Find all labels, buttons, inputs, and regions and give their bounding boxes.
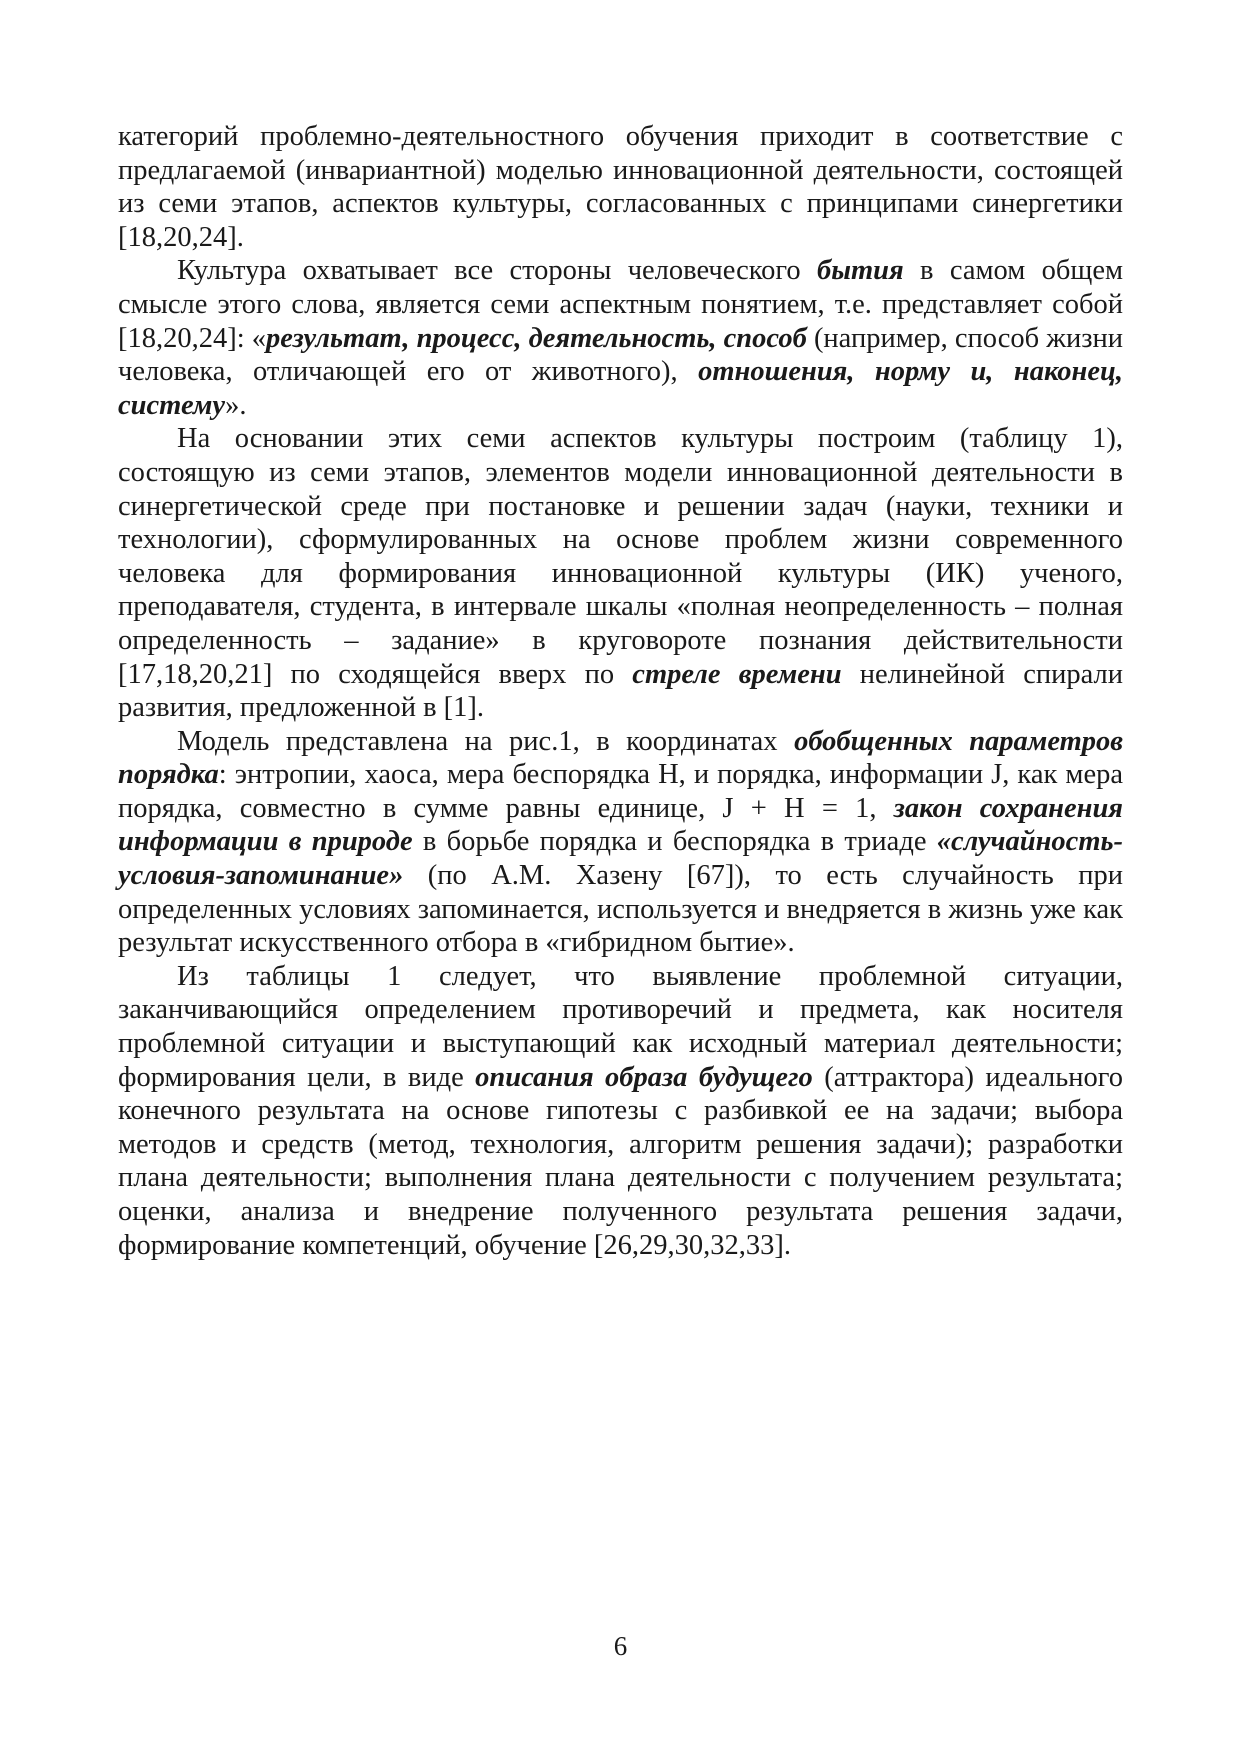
text-run: (например, способ жизни человека, отличающей его от животного), (118, 322, 1124, 388)
paragraph-2 (118, 254, 1123, 422)
paragraph-5 (118, 960, 1123, 1262)
page-number: 6 (613, 1631, 628, 1661)
text-run: (по А.М. Хазену [67]), то есть случайность при определенных условиях запоминается, используется и внедряется в жизнь уже как результат искусственного отбора в «гибридном бытие». (118, 860, 1123, 959)
text-run: Из таблицы 1 следует, что выявление проблемной ситуации, заканчивающийся определением противоречий и предмета, как носителя проблемной ситуации и выступающий как исходный материал деятельности; формирования цели, в виде (118, 960, 1123, 1093)
paragraph-1 (118, 120, 1123, 254)
emphasis-run: отношения, норму и, наконец, систему (118, 356, 1124, 421)
emphasis-run: обобщенных параметров порядка (118, 725, 1123, 791)
emphasis-run: описания образа будущего (475, 1061, 813, 1093)
text-run: Модель представлена на рис.1, в координатах (177, 725, 795, 757)
text-run: категорий проблемно-деятельностного обучения приходит в соответствие с предлагаемой (инвариантной) моделью инновационной деятельности, состоящей из семи этапов, аспектов культуры, согласованных с принципами синергетики [18,20,24]. (118, 121, 1123, 253)
text-run: нелинейной спирали развития, предложенной в [1]. (118, 658, 1123, 724)
text-run: На основании этих семи аспектов культуры построим (таблицу 1), состоящую из семи этапов, элементов модели инновационной деятельности в синергетической среде при постановке и решении задач (науки, техники и технологии), сформулированных на основе проблем жизни современного человека для формирования инновационной культуры (ИК) ученого, преподавателя, студента, в интервале шкалы «полная неопределенность – полная определенность – задание» в круговороте познания действительности [17,18,20,21] по сходящейся вверх по (118, 423, 1123, 690)
emphasis-run: результат, процесс, деятельность, способ (266, 322, 807, 354)
text-run: в самом общем смысле этого слова, является семи аспектным понятием, т.е. представляет собой [18,20,24]: « (118, 255, 1124, 354)
document-body (118, 120, 1123, 1262)
text-run: (аттрактора) идеального конечного результата на основе гипотезы с разбивкой ее на задачи; выбора методов и средств (метод, технология, алгоритм решения задачи); разработки плана деятельности; выполнения плана деятельности с получением результата; оценки, анализа и внедрение полученного результата решения задачи, формирование компетенций, обучение [26,29,30,32,33]. (118, 1061, 1124, 1261)
emphasis-run: стреле времени (632, 658, 842, 690)
text-run: в борьбе порядка и беспорядка в триаде (412, 826, 937, 858)
emphasis-run: «случайность-условия-запоминание» (118, 826, 1124, 892)
text-run: : энтропии, хаоса, мера беспорядка H, и порядка, информации J, как мера порядка, совместно в сумме равны единице, J + H = 1, (118, 759, 1123, 824)
emphasis-run: закон сохранения информации в природе (118, 792, 1123, 858)
paragraph-3 (118, 422, 1123, 724)
text-run: Культура охватывает все стороны человеческого (177, 255, 817, 287)
emphasis-run: бытия (816, 255, 904, 287)
paragraph-4 (118, 725, 1123, 960)
text-run: ». (225, 389, 247, 421)
